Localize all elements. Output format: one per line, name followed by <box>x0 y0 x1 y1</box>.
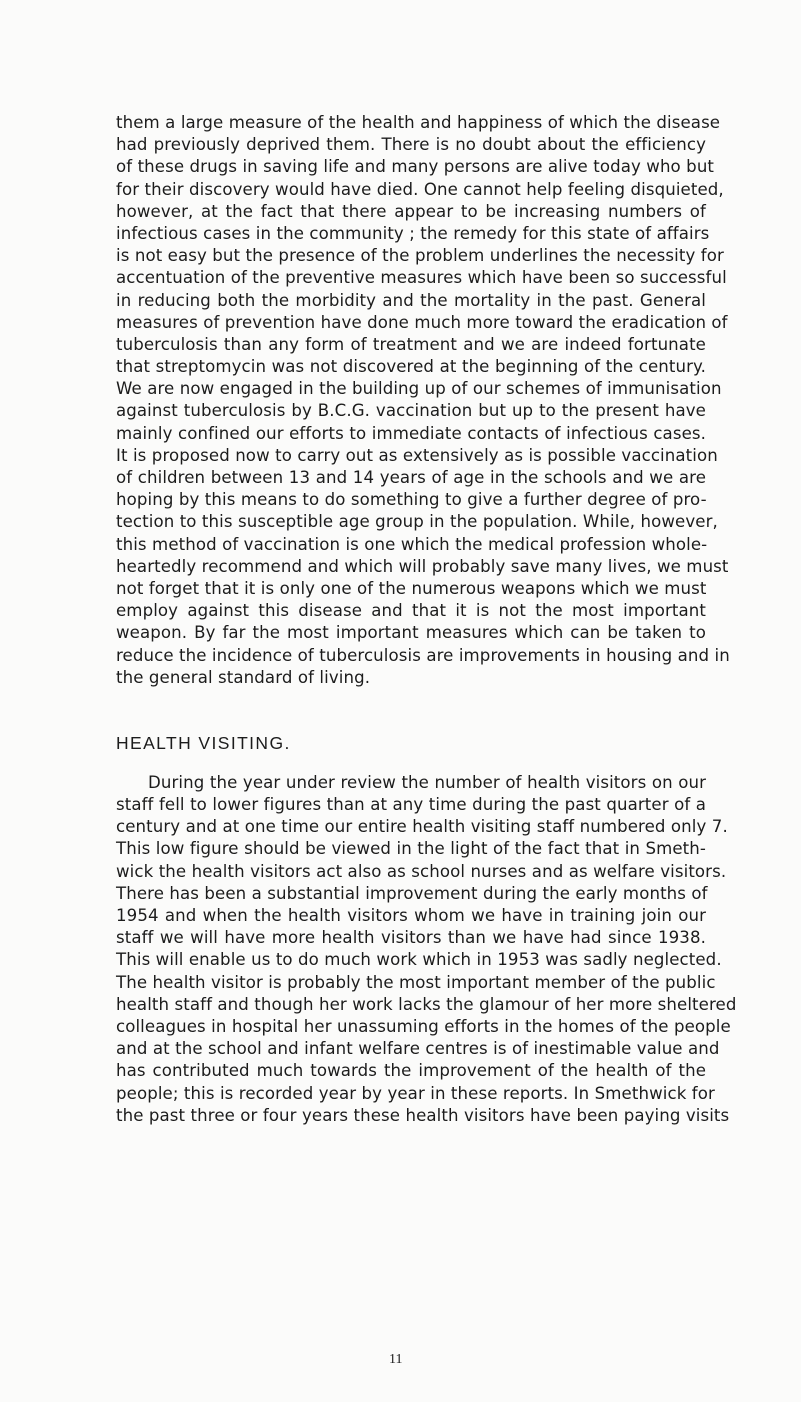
text-line: them a large measure of the health and happiness of which the disease <box>116 113 721 132</box>
text-line: There has been a substantial improvement during the early months of <box>116 883 708 903</box>
text-line: the past three or four years these health visitors have been paying visits <box>116 1105 730 1125</box>
text-line: this method of vaccination is one which the medical profession whole- <box>116 534 708 554</box>
text-line: staff fell to lower figures than at any time during the past quarter of a <box>116 795 706 815</box>
text-line: mainly confined our efforts to immediate contacts of infectious cases. <box>116 423 706 443</box>
text-line: It is proposed now to carry out as extensively as is possible vaccination <box>116 445 718 465</box>
text-line: employ against this disease and that it is not the most important <box>116 601 706 621</box>
text-line: in reducing both the morbidity and the mortality in the past. General <box>116 290 706 310</box>
text-line: not forget that it is only one of the numerous weapons which we must <box>116 578 707 598</box>
text-line: staff we will have more health visitors than we have had since 1938. <box>116 928 706 948</box>
text-line: measures of prevention have done much more toward the eradication of <box>116 312 728 332</box>
text-line: tection to this susceptible age group in the population. While, however, <box>116 512 718 532</box>
text-line: infectious cases in the community ; the remedy for this state of affairs <box>116 223 710 243</box>
text-line: the general standard of living. <box>116 667 371 687</box>
section-heading: HEALTH VISITING. <box>116 732 291 753</box>
page-number: 11 <box>389 1352 403 1367</box>
text-line: heartedly recommend and which will probably save many lives, we must <box>116 556 729 576</box>
text-line: This will enable us to do much work which in 1953 was sadly neglected. <box>116 950 722 970</box>
text-line: wick the health visitors act also as school nurses and as welfare visitors. <box>116 861 727 881</box>
text-line: health staff and though her work lacks the glamour of her more sheltered <box>116 994 737 1014</box>
text-line: of children between 13 and 14 years of age in the schools and we are <box>116 468 706 487</box>
text-line: and at the school and infant welfare centres is of inestimable value and <box>116 1039 720 1059</box>
text-line: reduce the incidence of tuberculosis are improvements in housing and in <box>116 645 730 665</box>
text-line: This low figure should be viewed in the light of the fact that in Smeth- <box>116 839 706 859</box>
paragraph-tuberculosis <box>116 112 730 689</box>
text-line: of these drugs in saving life and many persons are alive today who but <box>116 157 715 177</box>
paragraph-health-visiting <box>116 772 737 1127</box>
text-line: The health visitor is probably the most important member of the public <box>116 972 716 992</box>
text-line: accentuation of the preventive measures which have been so successful <box>116 268 727 288</box>
text-line: We are now engaged in the building up of our schemes of immunisation <box>116 379 722 399</box>
text-line: hoping by this means to do something to give a further degree of pro- <box>116 490 707 510</box>
document-page <box>116 112 737 1127</box>
text-line: against tuberculosis by B.C.G. vaccination but up to the present have <box>116 401 706 421</box>
text-line: has contributed much towards the improvement of the health of the <box>116 1061 706 1081</box>
text-line: for their discovery would have died. One cannot help feeling disquieted, <box>116 179 724 199</box>
text-line: tuberculosis than any form of treatment and we are indeed fortunate <box>116 334 706 354</box>
text-line: During the year under review the number of health visitors on our <box>148 772 706 792</box>
text-line: however, at the fact that there appear to be increasing numbers of <box>116 201 706 221</box>
text-line: century and at one time our entire health visiting staff numbered only 7. <box>116 817 728 837</box>
text-line: that streptomycin was not discovered at the beginning of the century. <box>116 357 706 377</box>
text-line: people; this is recorded year by year in these reports. In Smethwick for <box>116 1083 715 1103</box>
text-line: weapon. By far the most important measures which can be taken to <box>116 623 706 643</box>
text-line: 1954 and when the health visitors whom we have in training join our <box>116 906 706 925</box>
text-line: had previously deprived them. There is no doubt about the efficiency <box>116 135 706 155</box>
text-line: is not easy but the presence of the problem underlines the necessity for <box>116 246 724 266</box>
text-line: colleagues in hospital her unassuming efforts in the homes of the people <box>116 1016 731 1036</box>
